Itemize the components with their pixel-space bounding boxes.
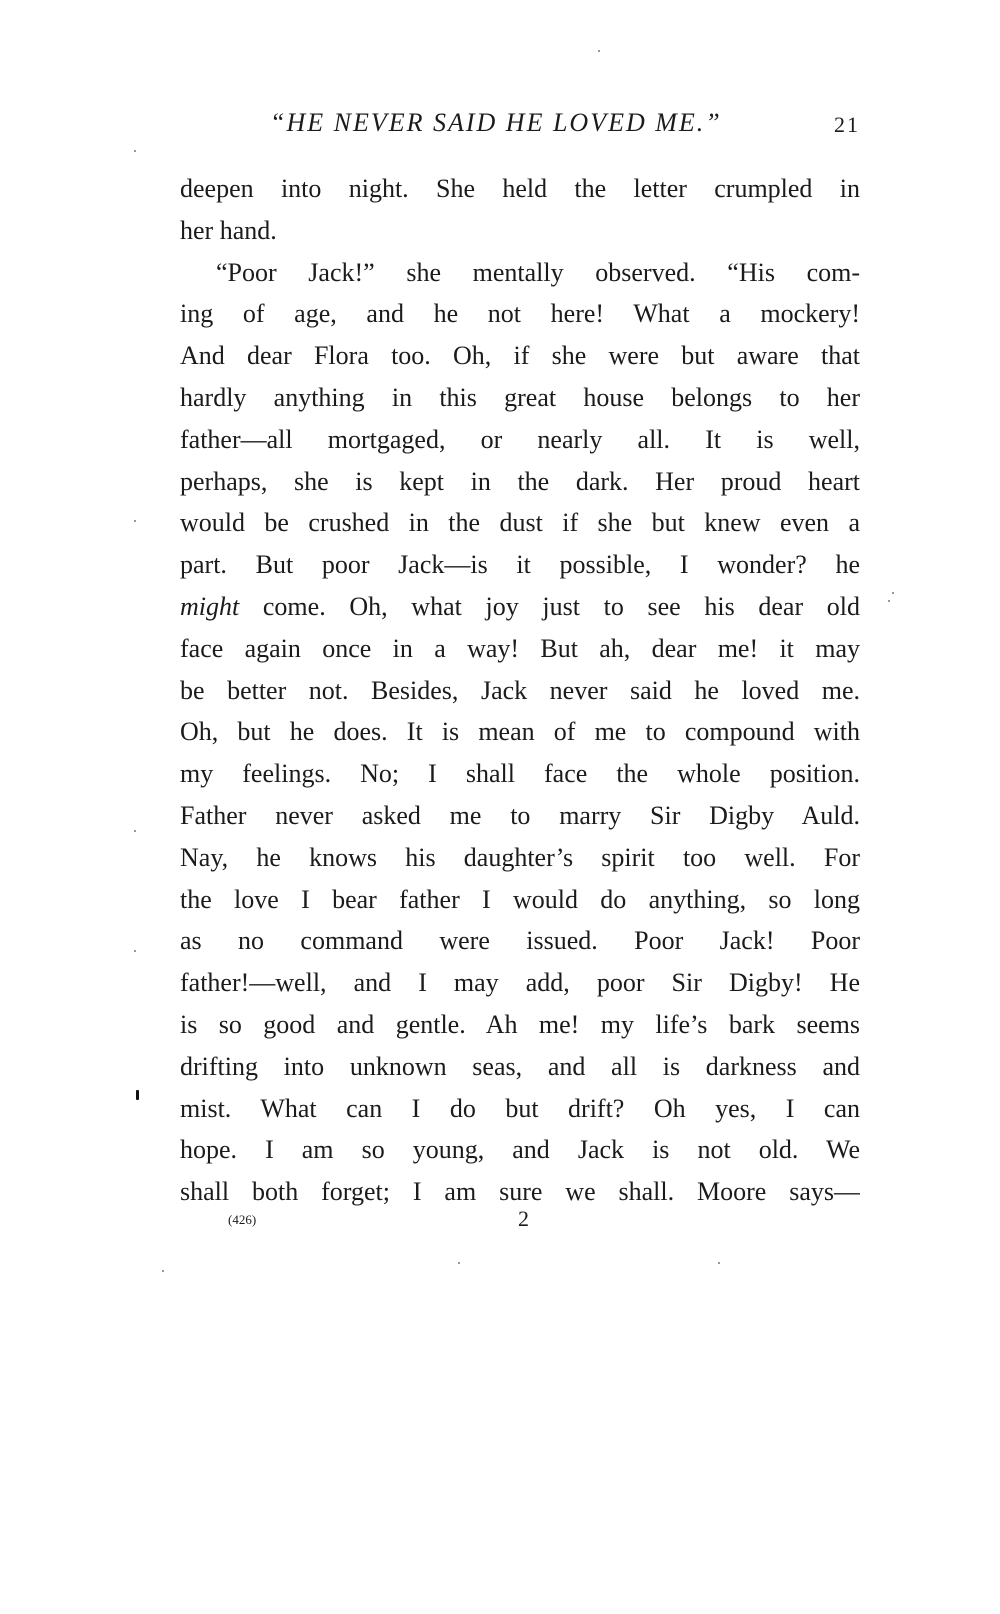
paper-speck xyxy=(888,600,890,602)
paper-speck xyxy=(598,50,600,52)
paper-mark xyxy=(136,1090,139,1100)
text-line: part. But poor Jack—is it possible, I wonder? he xyxy=(180,550,860,580)
text-line: mist. What can I do but drift? Oh yes, I can xyxy=(180,1093,860,1123)
text-line: Oh, but he does. It is mean of me to compound with xyxy=(180,717,860,747)
text-line: deepen into night. She held the letter crumpled in xyxy=(180,174,860,203)
text-line: the love I bear father I would do anything, so long xyxy=(180,884,860,914)
paper-speck xyxy=(892,592,894,594)
text-line-with-italic xyxy=(180,586,860,628)
running-title: “HE NEVER SAID HE LOVED ME.” xyxy=(270,108,722,137)
text-line: hope. I am so young, and Jack is not old. We xyxy=(180,1135,860,1165)
running-head xyxy=(180,108,860,144)
paper-speck xyxy=(134,520,136,522)
signature-mark: (426) xyxy=(228,1212,257,1227)
text-line: my feelings. No; I shall face the whole position. xyxy=(180,759,860,789)
text-line: Nay, he knows his daughter’s spirit too well. For xyxy=(180,842,860,872)
text-line: would be crushed in the dust if she but knew even a xyxy=(180,508,860,538)
text-line: as no command were issued. Poor Jack! Poor xyxy=(180,926,860,956)
paper-speck xyxy=(458,1262,460,1264)
text-line: father—all mortgaged, or nearly all. It is well, xyxy=(180,424,860,454)
text-line: Father never asked me to marry Sir Digby Auld. xyxy=(180,800,860,830)
text-line: is so good and gentle. Ah me! my life’s bark seems xyxy=(180,1009,860,1039)
text-line: father!—well, and I may add, poor Sir Digby! He xyxy=(180,968,860,998)
italic-word: might xyxy=(180,591,240,621)
text-line: ing of age, and he not here! What a mockery! xyxy=(180,299,860,329)
page-number: 21 xyxy=(834,112,860,137)
text-line: drifting into unknown seas, and all is darkness and xyxy=(180,1051,860,1081)
paper-speck xyxy=(134,950,136,952)
body-text xyxy=(180,168,860,1213)
text-line: be better not. Besides, Jack never said he loved me. xyxy=(180,675,860,705)
text-line: perhaps, she is kept in the dark. Her proud heart xyxy=(180,466,860,496)
signature-number: 2 xyxy=(518,1206,529,1231)
text-line: face again once in a way! But ah, dear me! it may xyxy=(180,633,860,663)
paper-speck xyxy=(718,1262,720,1264)
paper-speck xyxy=(134,150,136,152)
page-footer xyxy=(200,1206,760,1236)
paper-speck xyxy=(162,1270,164,1272)
text-line: shall both forget; I am sure we shall. Moore says— xyxy=(180,1177,860,1207)
text-line: hardly anything in this great house belongs to her xyxy=(180,382,860,412)
text-line-rest: come. Oh, what joy just to see his dear old xyxy=(239,591,860,621)
text-line: her hand. xyxy=(180,215,277,245)
text-line: And dear Flora too. Oh, if she were but aware that xyxy=(180,341,860,371)
text-line: “Poor Jack!” she mentally observed. “His com- xyxy=(216,257,860,287)
paper-speck xyxy=(134,830,136,832)
